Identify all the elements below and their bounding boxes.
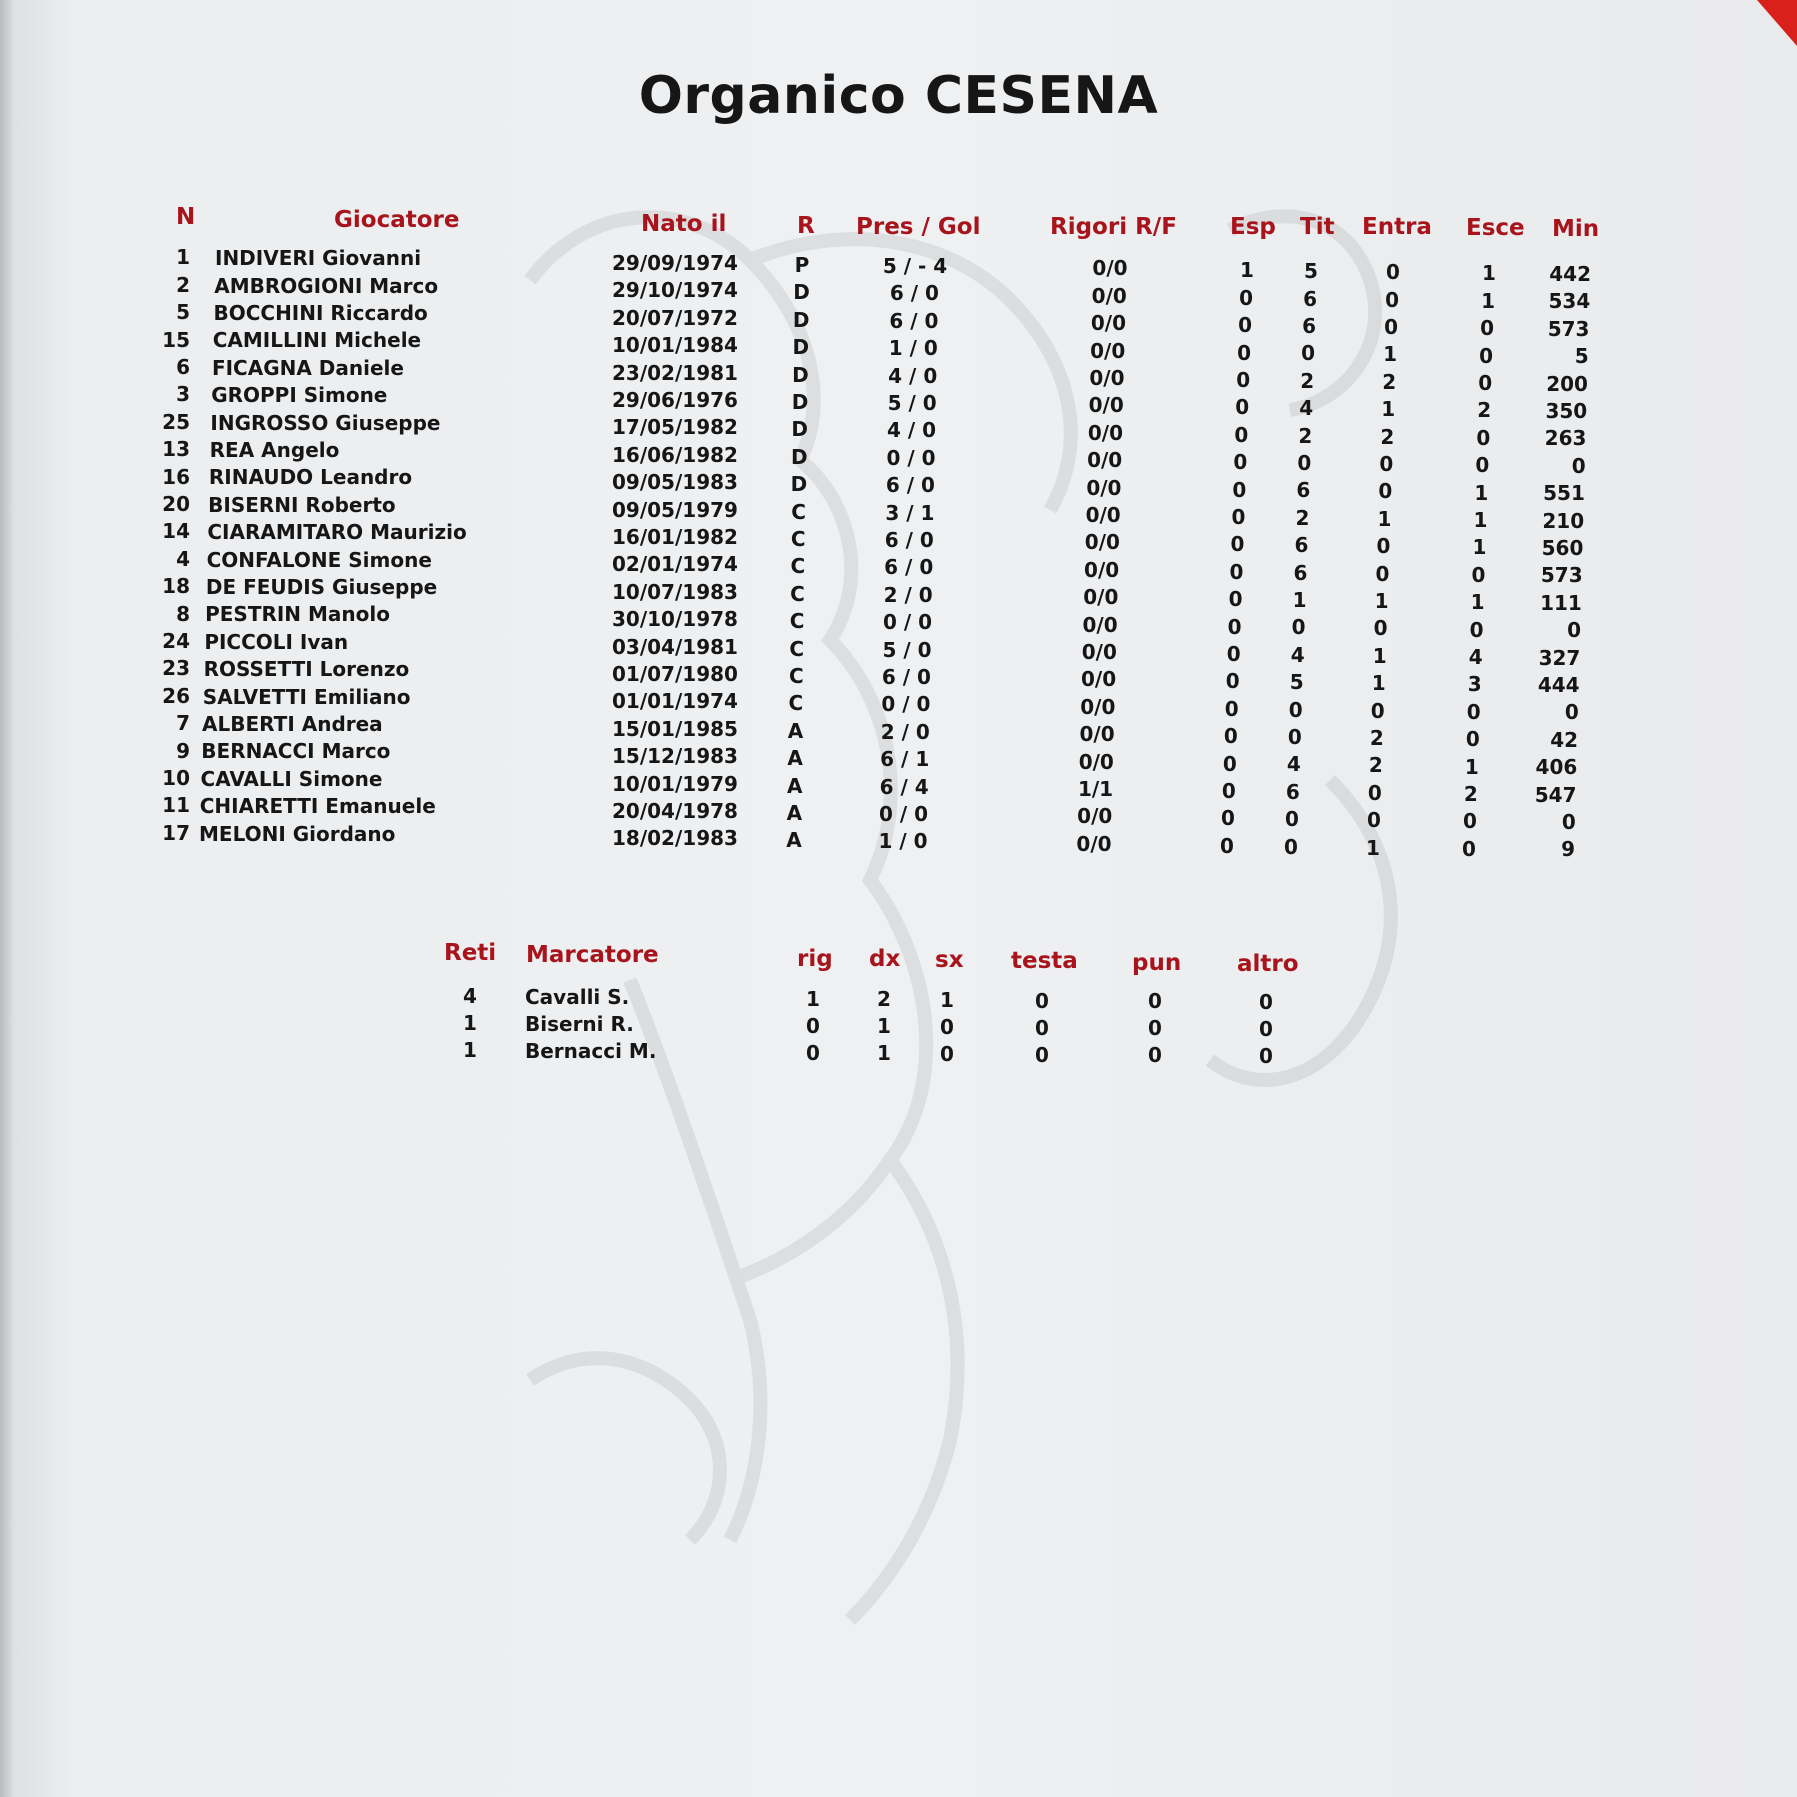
cell-esce: 0	[1480, 316, 1495, 341]
cell-min: 0	[1567, 618, 1582, 643]
cell-pres-gol: 0 / 0	[886, 445, 936, 470]
cell-n: 23	[162, 656, 190, 681]
scorer-cell-name: Bernacci M.	[525, 1038, 657, 1063]
cell-pres-gol: 1 / 0	[888, 336, 938, 361]
cell-min: 444	[1537, 672, 1580, 697]
scorer-cell-rig: 0	[806, 1013, 820, 1038]
cell-player-name: BERNACCI Marco	[201, 739, 391, 764]
col-header-pres-gol: Pres / Gol	[856, 214, 981, 240]
cell-role: A	[787, 746, 803, 771]
cell-n: 11	[162, 793, 190, 818]
cell-esp: 0	[1231, 505, 1246, 530]
cell-player-name: ROSSETTI Lorenzo	[203, 657, 410, 682]
scorer-cell-rig: 1	[806, 986, 820, 1011]
cell-rigori: 0/0	[1080, 694, 1116, 719]
cell-rigori: 0/0	[1085, 503, 1121, 528]
scorers-header-dx: dx	[869, 946, 901, 972]
cell-pres-gol: 5 / 0	[887, 390, 937, 415]
cell-min: 534	[1548, 289, 1591, 314]
cell-n: 1	[176, 245, 190, 270]
cell-tit: 6	[1302, 314, 1317, 338]
cell-min: 210	[1542, 508, 1585, 533]
scorer-cell-pun: 0	[1148, 1043, 1162, 1068]
cell-entra: 1	[1372, 643, 1387, 668]
cell-born: 20/04/1978	[612, 798, 738, 823]
scorer-cell-testa: 0	[1035, 1015, 1049, 1040]
cell-esce: 0	[1462, 809, 1477, 834]
cell-player-name: MELONI Giordano	[199, 821, 396, 846]
scorer-cell-reti: 4	[463, 984, 477, 1008]
cell-pres-gol: 5 / 0	[882, 637, 932, 662]
cell-rigori: 0/0	[1092, 256, 1128, 281]
cell-n: 7	[176, 711, 190, 736]
cell-entra: 0	[1376, 534, 1391, 559]
cell-pres-gol: 0 / 0	[883, 610, 933, 635]
cell-born: 01/07/1980	[612, 661, 738, 686]
cell-esp: 0	[1220, 833, 1234, 858]
cell-min: 406	[1535, 755, 1578, 780]
cell-esce: 1	[1474, 480, 1489, 505]
col-header-role: R	[797, 213, 815, 239]
cell-pres-gol: 6 / 1	[880, 747, 930, 772]
cell-esp: 0	[1239, 285, 1253, 310]
cell-pres-gol: 0 / 0	[879, 801, 929, 826]
scorer-cell-name: Biserni R.	[525, 1011, 634, 1036]
scorer-cell-reti: 1	[463, 1011, 477, 1035]
scorer-cell-altro: 0	[1259, 1017, 1273, 1042]
cell-born: 29/10/1974	[612, 278, 738, 303]
cell-rigori: 0/0	[1088, 393, 1124, 418]
cell-esp: 0	[1222, 751, 1237, 776]
cell-entra: 0	[1373, 616, 1388, 641]
cell-pres-gol: 6 / 0	[889, 308, 939, 333]
cell-esce: 1	[1482, 261, 1496, 286]
cell-esp: 0	[1227, 614, 1242, 639]
cell-pres-gol: 4 / 0	[887, 418, 937, 443]
cell-esp: 0	[1235, 395, 1250, 420]
cell-born: 15/12/1983	[612, 744, 738, 769]
cell-tit: 6	[1293, 560, 1308, 585]
col-header-player: Giocatore	[334, 207, 460, 233]
cell-min: 573	[1547, 316, 1590, 341]
cell-pres-gol: 6 / 0	[889, 281, 939, 306]
cell-rigori: 0/0	[1090, 311, 1127, 336]
cell-born: 16/01/1982	[612, 524, 738, 549]
cell-esp: 0	[1236, 368, 1251, 393]
cell-esce: 0	[1475, 453, 1490, 478]
cell-born: 17/05/1982	[612, 415, 738, 440]
scorers-header-rig: rig	[797, 946, 833, 972]
cell-n: 15	[162, 327, 190, 352]
cell-n: 6	[176, 355, 190, 380]
cell-tit: 6	[1285, 779, 1300, 804]
cell-min: 442	[1549, 261, 1591, 286]
col-header-entra: Entra	[1362, 214, 1432, 240]
scorer-cell-testa: 0	[1035, 988, 1049, 1013]
cell-tit: 4	[1286, 752, 1301, 777]
cell-min: 5	[1574, 344, 1589, 369]
cell-n: 20	[162, 492, 190, 517]
cell-rigori: 0/0	[1076, 831, 1112, 856]
cell-rigori: 0/0	[1087, 420, 1123, 445]
col-header-tit: Tit	[1300, 214, 1335, 240]
cell-esce: 1	[1473, 507, 1488, 532]
cell-pres-gol: 4 / 0	[888, 363, 938, 388]
cell-role: C	[788, 691, 804, 716]
cell-esce: 4	[1468, 644, 1483, 669]
cell-entra: 0	[1378, 479, 1393, 504]
cell-rigori: 0/0	[1084, 530, 1120, 555]
cell-rigori: 0/0	[1079, 722, 1115, 747]
cell-role: C	[790, 527, 806, 552]
cell-min: 551	[1543, 481, 1585, 506]
scorers-header-sx: sx	[935, 947, 964, 973]
cell-entra: 1	[1383, 342, 1398, 367]
cell-role: C	[791, 499, 806, 524]
scorer-cell-sx: 0	[940, 1014, 954, 1039]
cell-player-name: PESTRIN Manolo	[205, 602, 390, 627]
cell-tit: 6	[1294, 533, 1309, 558]
cell-n: 3	[176, 382, 190, 407]
cell-tit: 6	[1296, 478, 1311, 503]
cell-n: 17	[162, 820, 190, 845]
page-edge-shadow	[0, 0, 14, 1797]
cell-esce: 0	[1476, 425, 1491, 450]
cell-role: D	[792, 362, 809, 387]
scorer-cell-altro: 0	[1259, 990, 1273, 1015]
scorer-cell-testa: 0	[1035, 1042, 1049, 1067]
cell-entra: 2	[1382, 369, 1397, 394]
cell-player-name: BOCCHINI Riccardo	[213, 300, 428, 325]
cell-tit: 0	[1297, 451, 1312, 475]
cell-pres-gol: 3 / 1	[885, 500, 935, 525]
cell-esce: 1	[1472, 535, 1487, 560]
cell-born: 16/06/1982	[612, 442, 738, 467]
cell-tit: 0	[1284, 834, 1298, 859]
cell-tit: 0	[1288, 697, 1303, 722]
cell-rigori: 0/0	[1082, 612, 1118, 637]
cell-rigori: 0/0	[1087, 448, 1123, 473]
cell-min: 263	[1544, 426, 1587, 451]
cell-n: 24	[162, 629, 190, 654]
cell-n: 9	[176, 738, 190, 763]
scorers-header-altro: altro	[1237, 951, 1299, 977]
cell-entra: 0	[1375, 561, 1390, 586]
cell-entra: 1	[1366, 835, 1380, 860]
cell-n: 18	[162, 574, 190, 599]
cell-tit: 2	[1298, 423, 1313, 448]
cell-rigori: 0/0	[1077, 804, 1113, 829]
cell-born: 29/06/1976	[612, 387, 738, 412]
cell-esp: 0	[1220, 806, 1235, 831]
cell-player-name: REA Angelo	[209, 437, 340, 462]
cell-rigori: 0/0	[1083, 585, 1119, 610]
cell-rigori: 0/0	[1078, 749, 1114, 774]
cell-player-name: PICCOLI Ivan	[204, 629, 349, 654]
cell-min: 0	[1561, 809, 1576, 834]
cell-tit: 0	[1301, 341, 1316, 366]
cell-born: 10/01/1979	[612, 771, 738, 796]
cell-esce: 1	[1481, 288, 1495, 313]
scorer-cell-reti: 1	[463, 1038, 477, 1062]
cell-player-name: SALVETTI Emiliano	[202, 684, 411, 709]
cell-tit: 6	[1303, 286, 1317, 311]
cell-role: D	[793, 280, 810, 305]
corner-tab	[1757, 0, 1797, 46]
cell-role: C	[789, 636, 804, 661]
cell-player-name: CAMILLINI Michele	[212, 328, 422, 353]
cell-n: 26	[162, 683, 190, 708]
cell-esce: 0	[1465, 727, 1480, 752]
cell-entra: 0	[1370, 698, 1385, 723]
cell-role: C	[788, 664, 804, 689]
cell-esce: 0	[1469, 617, 1484, 642]
cell-esce: 0	[1479, 343, 1494, 368]
cell-rigori: 1/1	[1077, 777, 1114, 802]
scorer-cell-sx: 0	[940, 1041, 954, 1066]
cell-role: D	[791, 444, 808, 469]
cell-role: C	[789, 609, 805, 634]
cell-tit: 2	[1295, 505, 1310, 530]
scorer-cell-dx: 1	[877, 1014, 891, 1039]
cell-pres-gol: 0 / 0	[881, 692, 931, 717]
cell-pres-gol: 1 / 0	[878, 829, 928, 854]
cell-born: 01/01/1974	[612, 689, 738, 714]
page-title: Organico CESENA	[638, 66, 1159, 126]
cell-tit: 4	[1290, 642, 1305, 667]
cell-player-name: BISERNI Roberto	[208, 492, 396, 517]
cell-min: 573	[1540, 563, 1583, 588]
cell-born: 23/02/1981	[612, 360, 738, 385]
cell-n: 8	[176, 601, 190, 626]
cell-pres-gol: 2 / 0	[880, 719, 930, 744]
cell-role: A	[787, 773, 803, 798]
cell-esce: 2	[1463, 781, 1478, 806]
cell-esp: 0	[1232, 477, 1247, 502]
cell-tit: 0	[1287, 725, 1302, 749]
scorers-header-testa: testa	[1011, 948, 1078, 974]
cell-born: 02/01/1974	[612, 552, 738, 577]
cell-n: 4	[176, 546, 190, 571]
cell-entra: 0	[1386, 260, 1400, 285]
cell-esp: 0	[1234, 422, 1249, 447]
cell-min: 547	[1534, 782, 1577, 807]
cell-born: 09/05/1979	[612, 497, 738, 522]
cell-tit: 5	[1289, 670, 1304, 695]
cell-pres-gol: 2 / 0	[883, 582, 933, 607]
cell-entra: 0	[1367, 780, 1382, 805]
cell-min: 350	[1545, 398, 1588, 423]
scorer-cell-rig: 0	[806, 1040, 820, 1065]
cell-min: 9	[1561, 837, 1575, 862]
cell-esce: 1	[1470, 590, 1485, 615]
cell-entra: 2	[1368, 753, 1383, 778]
cell-n: 2	[176, 272, 190, 297]
cell-role: D	[792, 335, 810, 360]
cell-rigori: 0/0	[1090, 338, 1126, 363]
cell-min: 560	[1541, 535, 1584, 560]
cell-min: 42	[1550, 727, 1579, 752]
col-header-min: Min	[1552, 216, 1600, 242]
cell-min: 111	[1540, 590, 1582, 615]
cell-entra: 0	[1366, 808, 1381, 833]
col-header-esp: Esp	[1230, 214, 1276, 240]
cell-player-name: CHIARETTI Emanuele	[199, 794, 436, 819]
cell-role: C	[790, 581, 805, 606]
cell-role: C	[790, 554, 806, 579]
scorers-header-pun: pun	[1132, 950, 1182, 976]
cell-esp: 0	[1226, 642, 1241, 667]
cell-pres-gol: 6 / 0	[884, 527, 934, 552]
cell-esp: 0	[1221, 779, 1236, 804]
cell-esp: 0	[1230, 532, 1245, 557]
cell-born: 09/05/1983	[612, 470, 738, 495]
cell-born: 03/04/1981	[612, 634, 738, 659]
cell-esp: 0	[1223, 724, 1238, 749]
cell-born: 10/07/1983	[612, 579, 738, 604]
cell-role: P	[794, 253, 810, 278]
cell-n: 13	[162, 437, 190, 462]
cell-n: 10	[162, 766, 190, 791]
cell-esp: 0	[1237, 340, 1252, 365]
cell-player-name: CONFALONE Simone	[206, 547, 432, 572]
cell-role: D	[791, 417, 808, 442]
cell-player-name: RINAUDO Leandro	[208, 465, 413, 490]
scorer-cell-dx: 2	[877, 987, 891, 1012]
cell-n: 14	[162, 519, 190, 544]
cell-esce: 0	[1471, 562, 1486, 587]
cell-entra: 1	[1374, 588, 1389, 613]
cell-n: 5	[176, 300, 190, 325]
cell-player-name: ALBERTI Andrea	[202, 711, 383, 736]
cell-esp: 0	[1229, 559, 1244, 584]
cell-tit: 0	[1291, 615, 1306, 640]
scorer-cell-pun: 0	[1148, 1016, 1162, 1041]
cell-player-name: FICAGNA Daniele	[211, 355, 404, 380]
cell-esp: 0	[1224, 696, 1239, 721]
cell-esce: 0	[1462, 836, 1476, 861]
cell-entra: 1	[1381, 397, 1396, 422]
cell-esce: 0	[1478, 370, 1493, 395]
cell-entra: 2	[1380, 424, 1395, 449]
cell-role: A	[787, 718, 804, 743]
cell-rigori: 0/0	[1081, 640, 1117, 665]
scorers-header-marcatore: Marcatore	[526, 942, 659, 968]
scorer-cell-dx: 1	[877, 1041, 891, 1066]
cell-pres-gol: 6 / 0	[885, 473, 935, 498]
scorer-cell-altro: 0	[1259, 1044, 1273, 1069]
cell-player-name: CIARAMITARO Maurizio	[207, 520, 467, 545]
cell-player-name: DE FEUDIS Giuseppe	[205, 574, 438, 599]
cell-born: 10/01/1984	[612, 333, 738, 358]
cell-rigori: 0/0	[1084, 557, 1120, 582]
cell-player-name: INGROSSO Giuseppe	[210, 410, 441, 435]
cell-rigori: 0/0	[1086, 475, 1122, 500]
cell-player-name: CAVALLI Simone	[200, 766, 383, 791]
cell-role: D	[791, 390, 809, 415]
cell-pres-gol: 6 / 0	[884, 555, 934, 580]
cell-pres-gol: 5 / - 4	[882, 253, 948, 278]
scorer-cell-sx: 1	[940, 987, 954, 1012]
cell-born: 18/02/1983	[612, 826, 738, 851]
cell-entra: 0	[1379, 451, 1394, 476]
cell-entra: 1	[1371, 671, 1386, 696]
cell-player-name: INDIVERI Giovanni	[215, 246, 422, 271]
cell-min: 200	[1546, 371, 1588, 396]
cell-min: 327	[1538, 645, 1581, 670]
cell-role: A	[786, 828, 802, 853]
cell-pres-gol: 6 / 0	[881, 664, 931, 689]
col-header-born: Nato il	[641, 211, 727, 237]
cell-esce: 1	[1464, 754, 1479, 779]
cell-esp: 0	[1228, 587, 1243, 612]
scorers-header-reti: Reti	[444, 940, 497, 966]
cell-rigori: 0/0	[1091, 283, 1127, 308]
cell-player-name: AMBROGIONI Marco	[214, 273, 439, 298]
cell-born: 20/07/1972	[612, 305, 738, 330]
cell-entra: 0	[1385, 287, 1399, 312]
cell-min: 0	[1571, 453, 1586, 478]
cell-pres-gol: 6 / 4	[879, 774, 929, 799]
col-header-esce: Esce	[1466, 215, 1525, 241]
cell-min: 0	[1564, 700, 1579, 725]
cell-esce: 2	[1477, 398, 1492, 423]
cell-born: 29/09/1974	[612, 250, 738, 275]
col-header-n: N	[176, 204, 196, 230]
cell-esce: 0	[1466, 699, 1481, 724]
scorer-cell-name: Cavalli S.	[525, 984, 630, 1009]
cell-tit: 5	[1304, 259, 1318, 284]
cell-born: 30/10/1978	[612, 607, 738, 632]
col-header-rigori: Rigori R/F	[1050, 214, 1177, 240]
cell-esp: 0	[1225, 669, 1240, 694]
cell-esp: 0	[1233, 450, 1248, 475]
cell-n: 25	[162, 409, 190, 434]
cell-esp: 1	[1240, 258, 1254, 283]
cell-rigori: 0/0	[1089, 366, 1125, 391]
cell-role: D	[792, 307, 810, 332]
cell-tit: 0	[1284, 807, 1299, 832]
cell-tit: 1	[1292, 588, 1307, 612]
cell-tit: 4	[1299, 396, 1314, 421]
cell-n: 16	[162, 464, 190, 489]
cell-entra: 2	[1369, 725, 1384, 750]
cell-role: D	[790, 472, 808, 497]
cell-role: A	[786, 801, 803, 826]
cell-born: 15/01/1985	[612, 716, 738, 741]
cell-esce: 3	[1467, 672, 1482, 697]
cell-esp: 0	[1238, 313, 1253, 338]
cell-rigori: 0/0	[1080, 667, 1117, 692]
cell-entra: 1	[1377, 506, 1392, 531]
cell-tit: 2	[1300, 368, 1315, 393]
cell-entra: 0	[1384, 314, 1399, 339]
scorer-cell-pun: 0	[1148, 989, 1162, 1014]
cell-player-name: GROPPI Simone	[211, 383, 388, 408]
